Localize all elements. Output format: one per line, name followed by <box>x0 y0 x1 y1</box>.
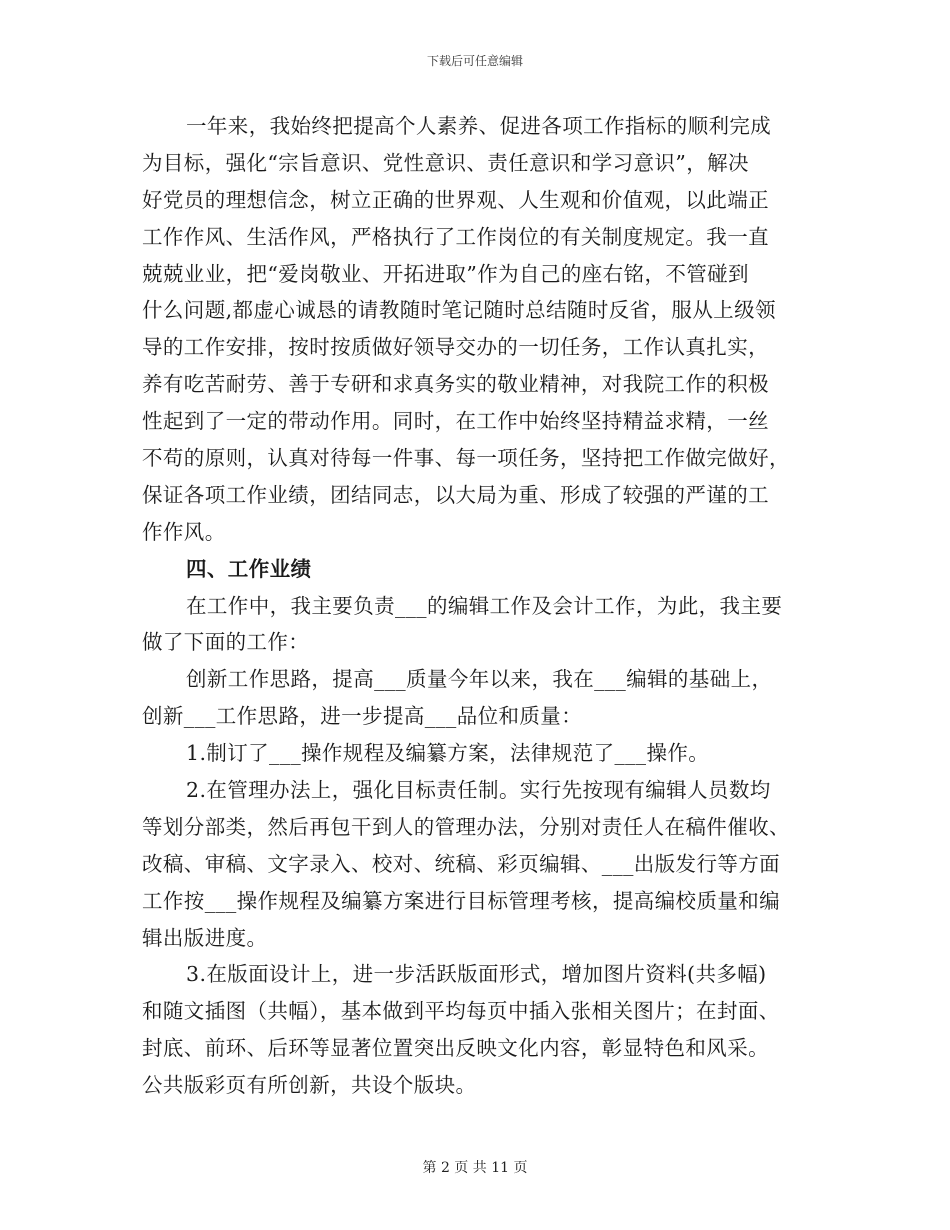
text-line: 为目标，强化“宗旨意识、党性意识、责任意识和学习意识”，解决 <box>142 150 749 175</box>
text-line: 创新___工作思路，进一步提高___品位和质量： <box>142 704 583 729</box>
text-line: 性起到了一定的带动作用。同时，在工作中始终坚持精益求精，一丝 <box>142 409 769 434</box>
text-line: 一年来，我始终把提高个人素养、促进各项工作指标的顺利完成 <box>186 114 772 138</box>
text-line: 兢兢业业，把“爱岗敬业、开拓进取”作为自己的座右铭，不管碰到 <box>142 261 749 286</box>
text-line: 辑出版进度。 <box>142 925 268 950</box>
text-line: 1.制订了___操作规程及编纂方案，法律规范了___操作。 <box>186 741 710 766</box>
text-line: 工作作风、生活作风，严格执行了工作岗位的有关制度规定。我一直 <box>142 224 769 249</box>
text-line: 公共版彩页有所创新，共设个版块。 <box>142 1073 477 1098</box>
text-line: 等划分部类，然后再包干到人的管理办法，分别对责任人在稿件催收、 <box>142 814 790 839</box>
page-footer: 第 2 页 共 11 页 <box>422 1160 528 1176</box>
text-line: 工作按___操作规程及编纂方案进行目标管理考核，提高编校质量和编 <box>142 888 781 913</box>
text-line: 什么问题,都虚心诚恳的请教随时笔记随时总结随时反省，服从上级领 <box>142 298 776 323</box>
text-line: 导的工作安排，按时按质做好领导交办的一切任务，工作认真扎实， <box>142 335 769 360</box>
text-line: 改稿、审稿、文字录入、校对、统稿、彩页编辑、___出版发行等方面 <box>142 851 781 876</box>
text-line: 2.在管理办法上，强化目标责任制。实行先按现有编辑人员数均 <box>186 778 771 803</box>
text-line: 封底、前环、后环等显著位置突出反映文化内容，彰显特色和风采。 <box>142 1036 769 1061</box>
text-line: 3.在版面设计上，进一步活跃版面形式，增加图片资料(共多幅) <box>186 962 767 987</box>
text-line: 和随文插图（共幅），基本做到平均每页中插入张相关图片；在封面、 <box>142 999 780 1024</box>
text-line: 不苟的原则，认真对待每一件事、每一项任务，坚持把工作做完做好， <box>142 446 790 471</box>
text-line: 好党员的理想信念，树立正确的世界观、人生观和价值观，以此端正 <box>142 187 769 212</box>
page-header: 下载后可任意编辑 <box>426 54 523 68</box>
text-line: 养有吃苦耐劳、善于专研和求真务实的敬业精神，对我院工作的积极 <box>142 372 769 397</box>
text-line: 创新工作思路，提高___质量今年以来，我在___编辑的基础上， <box>186 667 773 692</box>
section-heading: 四、工作业绩 <box>186 556 312 581</box>
text-line: 作作风。 <box>142 519 226 544</box>
text-line: 保证各项工作业绩，团结同志，以大局为重、形成了较强的严谨的工 <box>142 482 769 507</box>
text-line: 在工作中，我主要负责___的编辑工作及会计工作，为此，我主要 <box>186 593 783 618</box>
text-line: 做了下面的工作： <box>142 630 310 655</box>
document-body <box>142 108 808 1104</box>
